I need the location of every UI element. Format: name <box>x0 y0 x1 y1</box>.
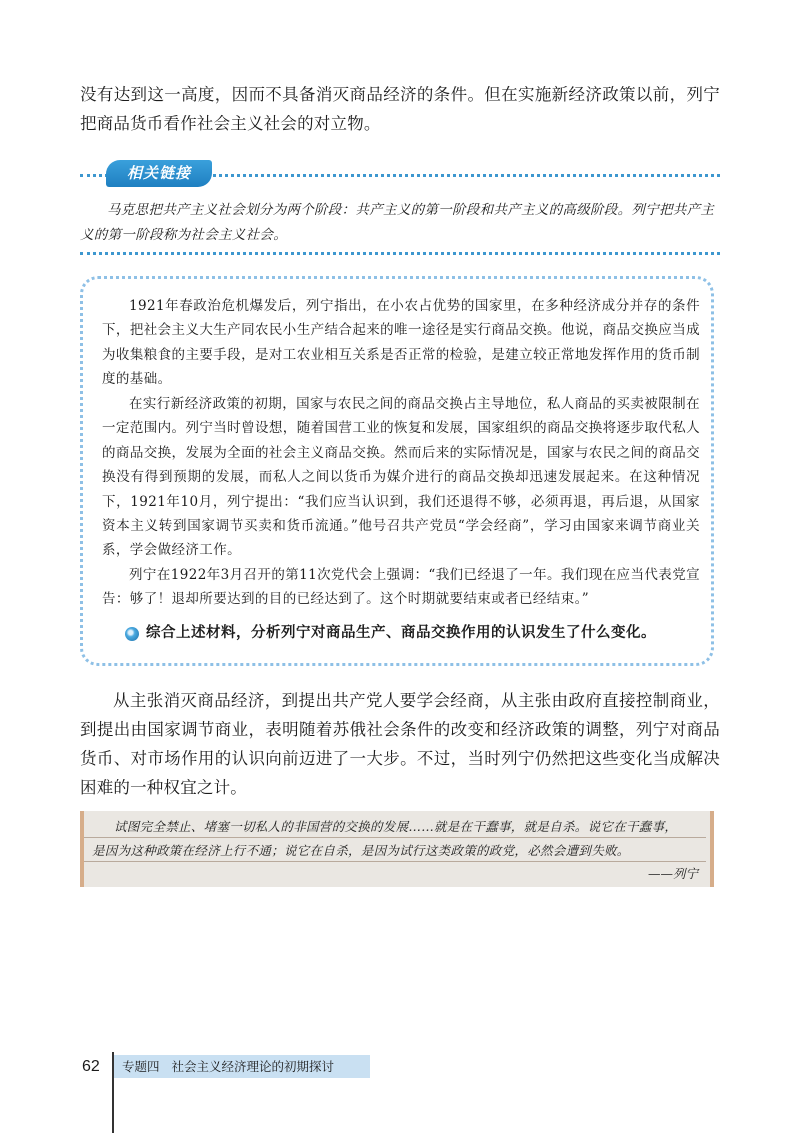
related-link-bottom-divider <box>80 252 720 255</box>
footer-title: 社会主义经济理论的初期探讨 <box>171 1059 335 1074</box>
footer-band <box>114 1055 370 1078</box>
quote-attribution: ——列宁 <box>647 866 698 881</box>
footer-topic: 专题四 <box>122 1059 160 1074</box>
quote-rule <box>84 837 706 838</box>
material-paragraph-2: 在实行新经济政策的初期，国家与农民之间的商品交换占主导地位，私人商品的买卖被限制在一定范围内。列宁当时曾设想，随着国营工业的恢复和发展，国家组织的商品交换将逐步取代私人的商品交换，发展为全面的社会主义商品交换。然而后来的实际情况是，国家与农民之间的商品交换没有得到预期的发展，而私人之间以货币为媒介进行的商品交换却迅速发展起来。在这种情况下，1921年10月，列宁提出：“我们应当认识到，我们还退得不够，必须再退，再后退，从国家资本主义转到国家调节买卖和货币流通。”他号召共产党员“学会经商”，学习由国家来调节商业关系，学会做经济工作。 <box>102 396 700 559</box>
quote-line-1: 试图完全禁止、堵塞一切私人的非国营的交换的发展……就是在干蠢事，就是自杀。说它在干蠢事， <box>114 819 678 834</box>
related-link-label: 相关链接 <box>106 160 212 187</box>
quote-line-2: 是因为这种政策在经济上行不通；说它在自杀，是因为试行这类政策的政党，必然会遭到失败。 <box>92 843 630 858</box>
page-number: 62 <box>82 1058 100 1075</box>
related-link-text: 马克思把共产主义社会划分为两个阶段：共产主义的第一阶段和共产主义的高级阶段。列宁把共产主义的第一阶段称为社会主义社会。 <box>80 202 715 243</box>
intro-paragraph: 没有达到这一高度，因而不具备消灭商品经济的条件。但在实施新经济政策以前，列宁把商品货币看作社会主义社会的对立物。 <box>80 85 720 133</box>
material-paragraph-1: 1921年春政治危机爆发后，列宁指出，在小农占优势的国家里，在多种经济成分并存的条件下，把社会主义大生产同农民小生产结合起来的唯一途径是实行商品交换。他说，商品交换应当成为收集粮食的主要手段，是对工农业相互关系是否正常的检验，是建立较正常地发挥作用的货币制度的基础。 <box>102 298 700 388</box>
question-text: 综合上述材料，分析列宁对商品生产、商品交换作用的认识发生了什么变化。 <box>146 624 656 641</box>
main-paragraph: 从主张消灭商品经济，到提出共产党人要学会经商，从主张由政府直接控制商业，到提出由国家调节商业，表明随着苏俄社会条件的改变和经济政策的调整，列宁对商品货币、对市场作用的认识向前迈进了一大步。不过，当时列宁仍然把这些变化当成解决困难的一种权宜之计。 <box>80 691 720 797</box>
question-bullet-icon <box>125 627 139 641</box>
quote-rule <box>84 861 706 862</box>
material-paragraph-3: 列宁在1922年3月召开的第11次党代会上强调：“我们已经退了一年。我们现在应当代表党宣告：够了！退却所要达到的目的已经达到了。这个时期就要结束或者已经结束。” <box>102 567 700 608</box>
